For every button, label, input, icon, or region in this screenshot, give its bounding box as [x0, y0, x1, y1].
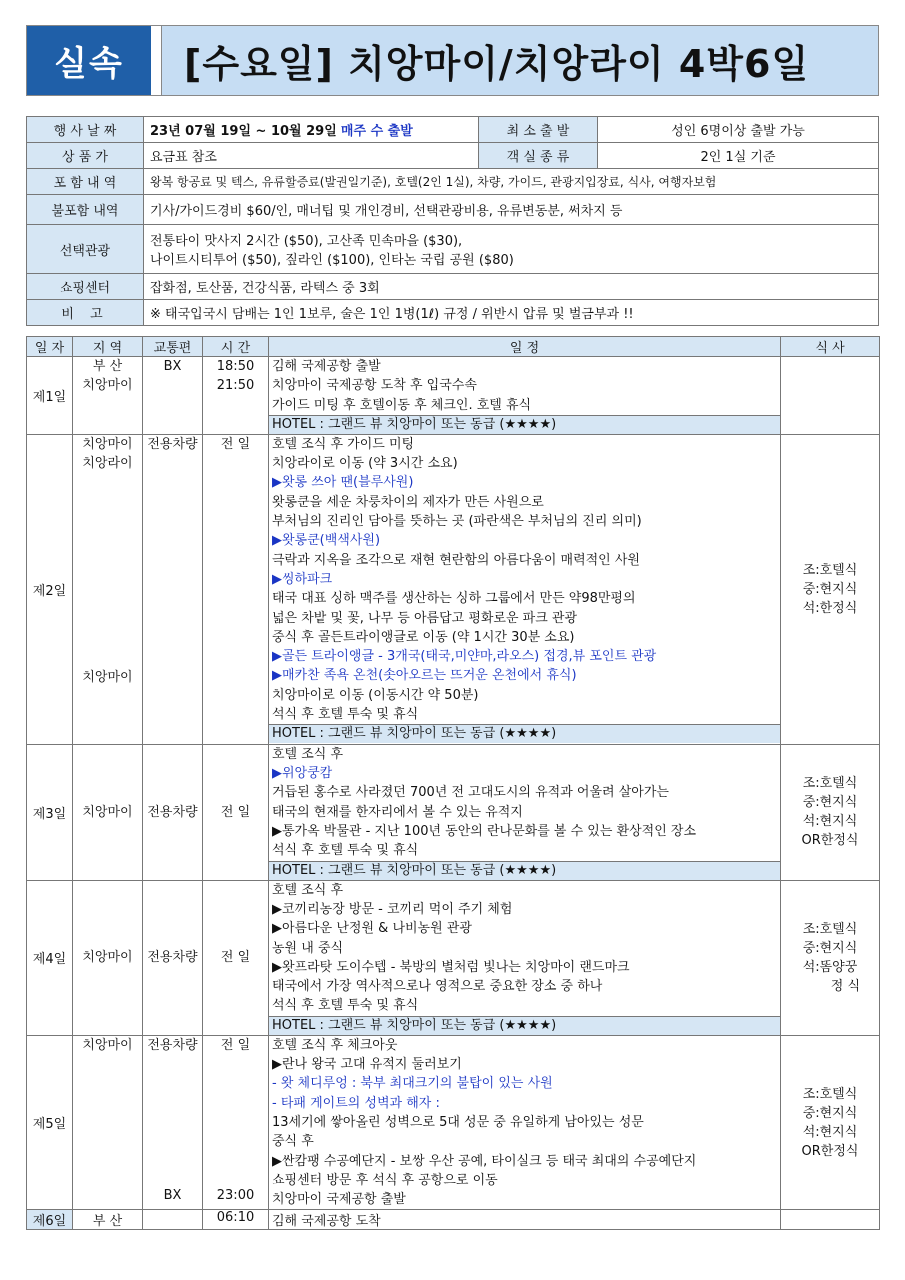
itinerary-cell	[269, 744, 781, 880]
date-label: 행 사 날 짜	[27, 117, 144, 143]
note-value: ※ 태국입국시 담배는 1인 1보루, 술은 1인 1병(1ℓ) 규정 / 위반시 압류 및 벌금부과 !!	[144, 300, 879, 326]
region-name: 치앙마이	[82, 436, 133, 452]
transport-cell	[143, 744, 203, 880]
time-cell	[203, 880, 269, 1035]
transport-cell	[143, 357, 203, 435]
transport-name: 전용차량	[147, 436, 198, 452]
meal-lunch: 중:현지식	[802, 581, 858, 597]
time-cell	[203, 434, 269, 744]
meal-lunch: 중:현지식	[802, 1105, 858, 1121]
optional-line-2: 나이트시티투어 ($50), 짚라인 ($100), 인타논 국립 공원 ($80)	[150, 253, 514, 268]
transport-name: 전용차량	[147, 1037, 198, 1053]
region-name: 치앙마이	[82, 1037, 133, 1053]
meal-dinner: 석:현지식	[802, 814, 858, 830]
info-row-price	[27, 143, 879, 169]
price-value: 요금표 참조	[144, 143, 479, 169]
schedule-header	[27, 337, 880, 357]
info-row-note	[27, 300, 879, 326]
shopping-value: 잡화점, 토산품, 건강식품, 라텍스 중 3회	[144, 274, 879, 300]
meal-dinner: 석:현지식	[802, 1124, 858, 1140]
day-row-3	[27, 744, 880, 880]
hotel-info: HOTEL : 그랜드 뷰 치앙마이 또는 동급 (★★★★)	[269, 724, 780, 743]
itinerary-line: ▶통가옥 박물관 - 지난 100년 동안의 란나문화를 볼 수 있는 환상적인 장소	[272, 824, 697, 840]
attraction-title: ▶위앙쿵캄	[272, 766, 333, 782]
itinerary-line: 넓은 차밭 및 꽃, 나무 등 아름답고 평화로운 파크 관광	[272, 610, 578, 626]
room-value: 2인 1실 기준	[598, 143, 879, 169]
day-label: 제1일	[27, 357, 73, 435]
meal-breakfast: 조:호텔식	[802, 1086, 858, 1102]
meal-dinner: 석:한정식	[802, 600, 858, 616]
itinerary-line: 중식 후 골든트라이앵글로 이동 (약 1시간 30분 소요)	[272, 629, 575, 645]
itinerary-line: 13세기에 쌓아올린 성벽으로 5대 성문 중 유일하게 남아있는 성문	[272, 1114, 644, 1130]
excluded-value: 기사/가이드경비 $60/인, 매너팁 및 개인경비, 선택관광비용, 유류변동분, 써차지 등	[144, 195, 879, 225]
excluded-label: 불포함 내역	[27, 195, 144, 225]
transport-spacer	[146, 1055, 199, 1186]
schedule-table	[26, 336, 880, 1230]
page-header	[26, 25, 879, 96]
attraction-title: - 타패 게이트의 성벽과 해자 :	[272, 1095, 440, 1111]
itinerary-line: 김해 국제공항 출발	[272, 359, 381, 374]
meal-breakfast: 조:호텔식	[802, 776, 858, 792]
meal-cell	[781, 1210, 880, 1230]
info-row-optional	[27, 225, 879, 274]
min-label: 최 소 출 발	[479, 117, 598, 143]
itinerary-line: 석식 후 호텔 투숙 및 휴식	[272, 843, 419, 859]
day-row-4	[27, 880, 880, 1035]
region-name: 치앙마이	[82, 950, 133, 966]
itinerary-line: ▶왓프라탓 도이수텝 - 북방의 별처럼 빛나는 치앙마이 랜드마크	[272, 959, 630, 975]
optional-label: 선택관광	[27, 225, 144, 274]
itinerary-line: ▶코끼리농장 방문 - 코끼리 먹이 주기 체험	[272, 901, 513, 917]
region-name: 치앙라이	[82, 456, 133, 472]
region-name: 치앙마이	[82, 804, 133, 820]
time-cell	[203, 744, 269, 880]
region-cell	[73, 357, 143, 435]
day-label: 제2일	[27, 434, 73, 744]
date-value	[144, 117, 479, 143]
itinerary-cell	[269, 434, 781, 744]
shopping-label: 쇼핑센터	[27, 274, 144, 300]
day-header: 일 자	[27, 337, 73, 357]
itinerary-line: 치앙마이 국제공항 출발	[272, 1192, 406, 1208]
meal-cell	[781, 880, 880, 1035]
info-table	[26, 116, 879, 326]
day-row-5	[27, 1035, 880, 1210]
itinerary-line: 치앙라이로 이동 (약 3시간 소요)	[272, 456, 458, 472]
region-cell	[73, 434, 143, 744]
itinerary-line: 농원 내 중식	[272, 940, 344, 956]
itinerary-line: ▶싼캄팽 수공예단지 - 보쌍 우산 공예, 타이실크 등 태국 최대의 수공예단지	[272, 1153, 697, 1169]
meal-cell	[781, 357, 880, 435]
meal-breakfast: 조:호텔식	[802, 562, 858, 578]
optional-line-1: 전통타이 맛사지 2시간 ($50), 고산족 민속마을 ($30),	[150, 234, 463, 249]
region-cell	[73, 744, 143, 880]
transport-header: 교통편	[143, 337, 203, 357]
day-label: 제5일	[27, 1035, 73, 1210]
info-row-included	[27, 169, 879, 195]
meal-lunch: 중:현지식	[802, 940, 858, 956]
attraction-title: ▶왓롱쿤(백색사원)	[272, 533, 381, 549]
time-cell	[203, 357, 269, 435]
time-cell	[203, 1035, 269, 1210]
time-value: 21:50	[216, 378, 255, 394]
itinerary-line: 태국 대표 싱하 맥주를 생산하는 싱하 그룹에서 만든 약98만평의	[272, 591, 636, 607]
day-label: 제3일	[27, 744, 73, 880]
region-name: 부 산	[73, 1210, 143, 1230]
info-row-date	[27, 117, 879, 143]
meal-lunch: 중:현지식	[802, 795, 858, 811]
itinerary-line: 쇼핑센터 방문 후 석식 후 공항으로 이동	[272, 1172, 498, 1188]
transport-cell	[143, 1210, 203, 1230]
itinerary-header: 일 정	[269, 337, 781, 357]
transport-cell	[143, 1035, 203, 1210]
meal-dinner-cont: 정 식	[830, 978, 860, 994]
transport-name: BX	[163, 1188, 182, 1204]
info-row-shopping	[27, 274, 879, 300]
time-value: 전 일	[220, 950, 251, 966]
transport-name: 전용차량	[147, 950, 198, 966]
hotel-info: HOTEL : 그랜드 뷰 치앙마이 또는 동급 (★★★★)	[269, 861, 780, 880]
meal-alternative: OR한정식	[801, 1143, 859, 1159]
attraction-title: ▶씽하파크	[272, 571, 333, 587]
time-header: 시 간	[203, 337, 269, 357]
attraction-title: ▶골든 트라이앵글 - 3개국(태국,미얀마,라오스) 접경,뷰 포인트 관광	[272, 649, 657, 665]
itinerary-line: 호텔 조식 후	[272, 882, 344, 898]
region-name: 부 산	[92, 359, 123, 374]
day-row-1	[27, 357, 880, 435]
time-value: 23:00	[216, 1188, 255, 1204]
meal-cell	[781, 434, 880, 744]
region-name: 치앙마이	[82, 378, 133, 394]
optional-value	[144, 225, 879, 274]
itinerary-line: 극락과 지옥을 조각으로 재현 현란함의 아름다움이 매력적인 사원	[272, 552, 640, 568]
itinerary-line: 호텔 조식 후 체크아웃	[272, 1037, 398, 1053]
meal-alternative: OR한정식	[801, 833, 859, 849]
day-row-2	[27, 434, 880, 744]
room-label: 객 실 종 류	[479, 143, 598, 169]
itinerary-line: 김해 국제공항 도착	[269, 1210, 781, 1230]
itinerary-line: ▶아름다운 난정원 & 나비농원 관광	[272, 921, 472, 937]
transport-cell	[143, 880, 203, 1035]
time-value: 전 일	[220, 1037, 251, 1053]
itinerary-cell	[269, 880, 781, 1035]
attraction-title: ▶매카찬 족욕 온천(솟아오르는 뜨거운 온천에서 휴식)	[272, 668, 577, 684]
itinerary-cell	[269, 357, 781, 435]
itinerary-line: 태국에서 가장 역사적으로나 영적으로 중요한 장소 중 하나	[272, 979, 603, 995]
attraction-title: ▶왓롱 쓰아 땐(블루사원)	[272, 475, 414, 491]
itinerary-line: 호텔 조식 후	[272, 746, 344, 762]
hotel-info: HOTEL : 그랜드 뷰 치앙마이 또는 동급 (★★★★)	[269, 1016, 780, 1035]
itinerary-line: 중식 후	[272, 1134, 314, 1150]
meal-header: 식 사	[781, 337, 880, 357]
time-spacer	[206, 1055, 265, 1186]
header-gap	[151, 26, 162, 95]
region-name: 치앙마이	[82, 670, 133, 686]
region-spacer	[76, 473, 139, 668]
price-label: 상 품 가	[27, 143, 144, 169]
time-value: 18:50	[216, 359, 255, 374]
day-label: 제4일	[27, 880, 73, 1035]
itinerary-cell	[269, 1035, 781, 1210]
transport-cell	[143, 434, 203, 744]
meal-breakfast: 조:호텔식	[802, 921, 858, 937]
min-value: 성인 6명이상 출발 가능	[598, 117, 879, 143]
hotel-info: HOTEL : 그랜드 뷰 치앙마이 또는 동급 (★★★★)	[269, 415, 780, 434]
product-type-badge: 실속	[27, 26, 151, 95]
itinerary-line: 치앙마이로 이동 (이동시간 약 50분)	[272, 687, 479, 703]
time-value: 06:10	[203, 1210, 269, 1230]
time-value: 전 일	[220, 804, 251, 820]
itinerary-line: 호텔 조식 후 가이드 미팅	[272, 436, 415, 452]
day-row-6	[27, 1210, 880, 1230]
meal-cell	[781, 744, 880, 880]
itinerary-line: 태국의 현재를 한자리에서 볼 수 있는 유적지	[272, 804, 523, 820]
region-header: 지 역	[73, 337, 143, 357]
itinerary-line: ▶란나 왕국 고대 유적지 둘러보기	[272, 1057, 462, 1073]
itinerary-line: 부처님의 진리인 담아를 뜻하는 곳 (파란색은 부처님의 진리 의미)	[272, 514, 642, 530]
info-row-excluded	[27, 195, 879, 225]
itinerary-line: 치앙마이 국제공항 도착 후 입국수속	[272, 378, 477, 394]
itinerary-line: 석식 후 호텔 투숙 및 휴식	[272, 998, 419, 1014]
region-cell	[73, 1035, 143, 1210]
note-label: 비 고	[27, 300, 144, 326]
transport-name: BX	[163, 359, 182, 374]
itinerary-line: 석식 후 호텔 투숙 및 휴식	[272, 707, 419, 723]
date-note: 매주 수 출발	[340, 124, 413, 139]
date-range: 23년 07월 19일 ~ 10월 29일	[150, 124, 337, 139]
time-value: 전 일	[220, 436, 251, 452]
day-label: 제6일	[27, 1210, 73, 1230]
included-label: 포 함 내 역	[27, 169, 144, 195]
page-title: [수요일] 치앙마이/치앙라이 4박6일	[162, 26, 878, 95]
included-value: 왕복 항공료 및 텍스, 유류할증료(발권일기준), 호텔(2인 1실), 차량, 가이드, 관광지입장료, 식사, 여행자보험	[144, 169, 879, 195]
itinerary-line: 왓롱쿤을 세운 차룽차이의 제자가 만든 사원으로	[272, 494, 544, 510]
attraction-title: - 왓 체디루엉 : 북부 최대크기의 불탑이 있는 사원	[272, 1076, 553, 1092]
itinerary-line: 가이드 미팅 후 호텔이동 후 체크인. 호텔 휴식	[272, 397, 532, 413]
meal-cell	[781, 1035, 880, 1210]
transport-name: 전용차량	[147, 804, 198, 820]
region-cell	[73, 880, 143, 1035]
itinerary-line: 거듭된 홍수로 사라졌던 700년 전 고대도시의 유적과 어울려 살아가는	[272, 785, 669, 801]
meal-dinner: 석:똠양꿍	[802, 959, 858, 975]
